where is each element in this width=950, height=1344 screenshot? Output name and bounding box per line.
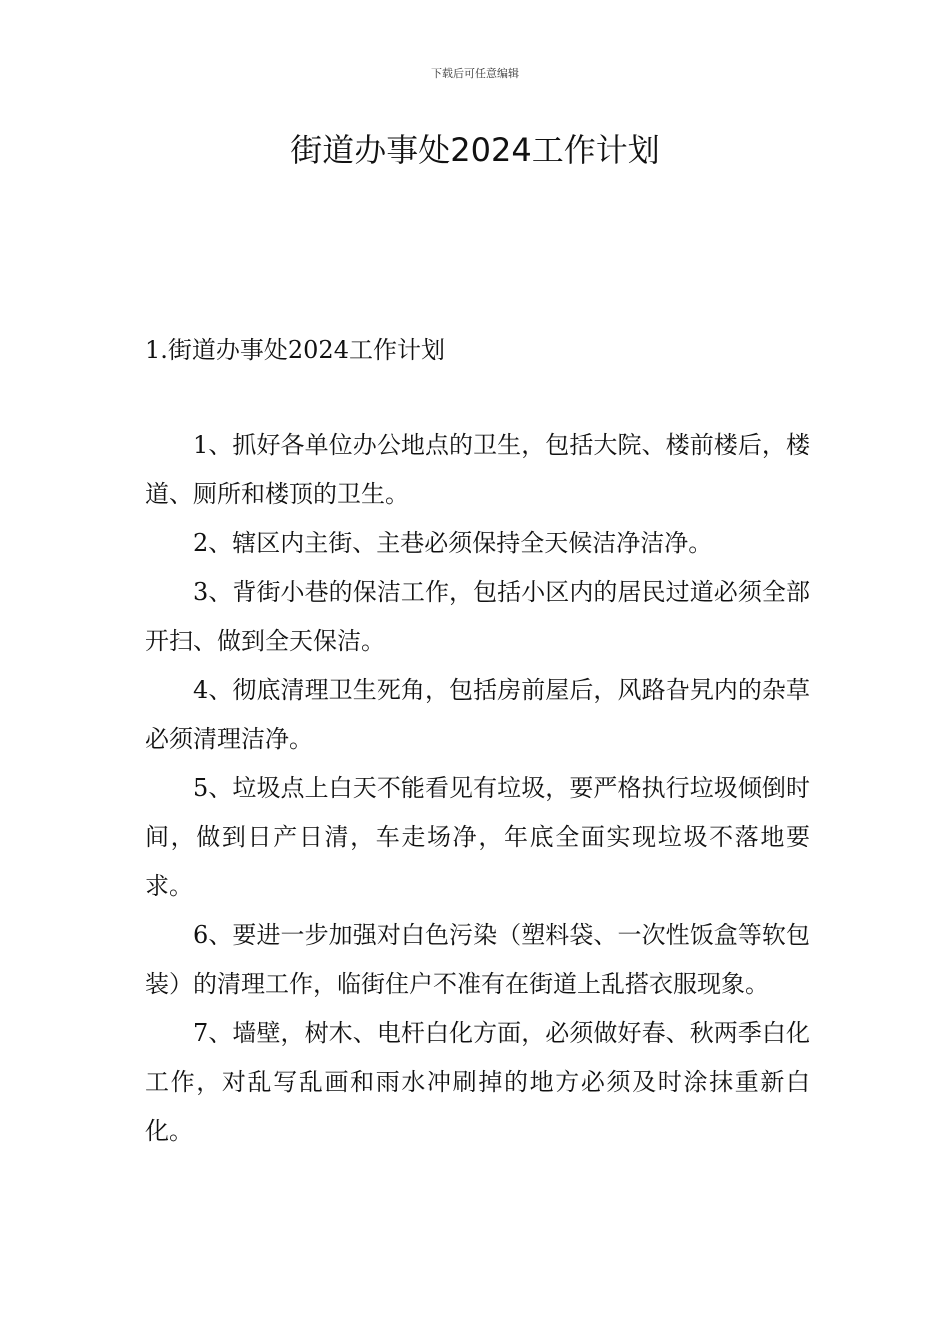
paragraph-item-5: 5、垃圾点上白天不能看见有垃圾，要严格执行垃圾倾倒时间，做到日产日清，车走场净，年底全面实现垃圾不落地要求。: [145, 774, 810, 900]
paragraph-item-7: 7、墙壁，树木、电杆白化方面，必须做好春、秋两季白化工作，对乱写乱画和雨水冲刷掉的地方必须及时涂抹重新白化。: [145, 1019, 810, 1145]
paragraph-item-4: 4、彻底清理卫生死角，包括房前屋后，风路旮旯内的杂草必须清理洁净。: [145, 676, 810, 753]
paragraph-item-2: 2、辖区内主街、主巷必须保持全天候洁净洁净。: [193, 529, 713, 557]
paragraph-list: [145, 421, 810, 1156]
header-note: 下载后可任意编辑: [431, 67, 519, 80]
section-subheading: 1.街道办事处2024工作计划: [145, 336, 445, 364]
paragraph-item-3: 3、背街小巷的保洁工作，包括小区内的居民过道必须全部开扫、做到全天保洁。: [145, 578, 810, 655]
paragraph-item-1: 1、抓好各单位办公地点的卫生，包括大院、楼前楼后，楼道、厕所和楼顶的卫生。: [145, 431, 810, 508]
document-title: 街道办事处2024工作计划: [290, 131, 660, 169]
paragraph-item-6: 6、要进一步加强对白色污染（塑料袋、一次性饭盒等软包装）的清理工作，临街住户不准有在街道上乱搭衣服现象。: [145, 921, 810, 998]
